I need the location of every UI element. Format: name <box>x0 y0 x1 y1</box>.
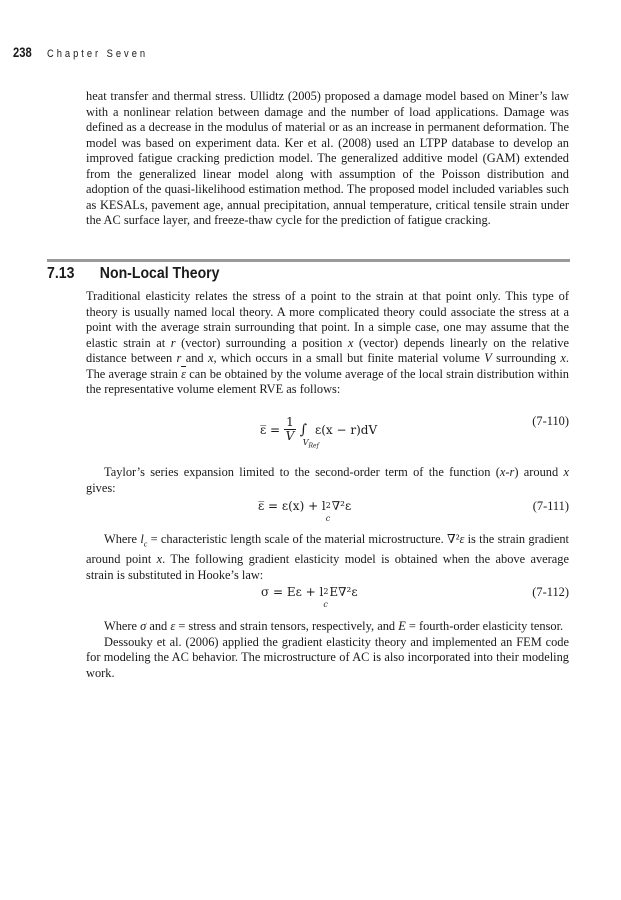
section-title: Non-Local Theory <box>99 265 220 282</box>
section-number: 7.13 <box>47 265 75 282</box>
eq110-body: ε(x − r)dV <box>315 422 378 437</box>
equation-number: (7-112) <box>532 585 569 599</box>
section-rule <box>47 259 570 262</box>
paragraph-4 <box>86 619 569 681</box>
equation-7-110 <box>86 414 569 450</box>
paragraph-3 <box>86 532 569 583</box>
paragraph-5-text: Dessouky et al. (2006) applied the gradient elasticity theory and implemented an FEM code for modeling the AC behavior. The microstructure of AC is also incorporated into their modeling work. <box>86 634 569 680</box>
paragraph-1 <box>86 289 569 398</box>
equation-7-112 <box>86 585 569 607</box>
eq110-fraction: $\frac{1}{V}$ <box>285 415 295 443</box>
equation-number: (7-110) <box>532 414 569 428</box>
section-heading <box>47 265 219 283</box>
equation-number: (7-111) <box>532 499 569 513</box>
paragraph-1-text: Traditional elasticity relates the stress of a point to the strain at that point only. This type of theory is usually named local theory. A more complicated theory could associate the stress at a point with the average strain surrounding that point. In a simple case, one may assume that the elastic strain at r (vector) surrounding a position x (vector) depends linearly on the relative distance between r and x, which occurs in a small but finite material volume V surrounding x. The average strain $\overline{\varepsilon}$ can be obtained by the volume average of the local strain distribution within the representative volume element RVE as follows: <box>86 289 569 397</box>
intro-text: heat transfer and thermal stress. Ullidtz (2005) proposed a damage model based on Miner’s law with a nonlinear relation between damage and the number of load applications. Damage was defined as a decrease in the modulus of material or as an increase in permanent deformation. The model was based on experiment data. Ker et al. (2008) used an LTPP database to develop an improved fatigue cracking prediction model. The generalized additive model (GAM) extended from the generalized linear model along with assumption of the Poisson distribution and adoption of the quasi-likelihood estimation method. The proposed model included variables such as KESALs, pavement age, annual precipitation, annual temperature, critical tensile strain under the AC surface layer, and freeze-thaw cycle for the prediction of fatigue cracking. <box>86 89 569 228</box>
eq112-expression: σ = Eε + l 2 c E∇²ε <box>261 585 358 609</box>
paragraph-3-text: Where $l_c$ = characteristic length scale of the material microstructure. ∇²ε is the strain gradient around point x. The following gradient elasticity model is obtained when the above average strain is substituted in Hooke’s law: <box>86 532 569 582</box>
paragraph-2 <box>86 465 569 496</box>
chapter-title: Chapter Seven <box>47 48 149 60</box>
paragraph-4-text: Where σ and ε = stress and strain tensors, respectively, and E = fourth-order elasticity tensor. <box>104 619 564 633</box>
equation-7-111 <box>86 499 569 521</box>
running-header <box>13 44 166 64</box>
eq111-expression: ε̅ = ε(x) + l 2 c ∇²ε <box>258 499 352 523</box>
intro-paragraph <box>86 89 569 229</box>
page-number: 238 <box>13 44 32 60</box>
eq110-lhs: ε̅ = <box>260 422 281 437</box>
paragraph-2-text: Taylor’s series expansion limited to the second-order term of the function (x-r) around x gives: <box>86 465 569 495</box>
integral-symbol: ∫ $V_{Ref}$ <box>299 421 319 450</box>
